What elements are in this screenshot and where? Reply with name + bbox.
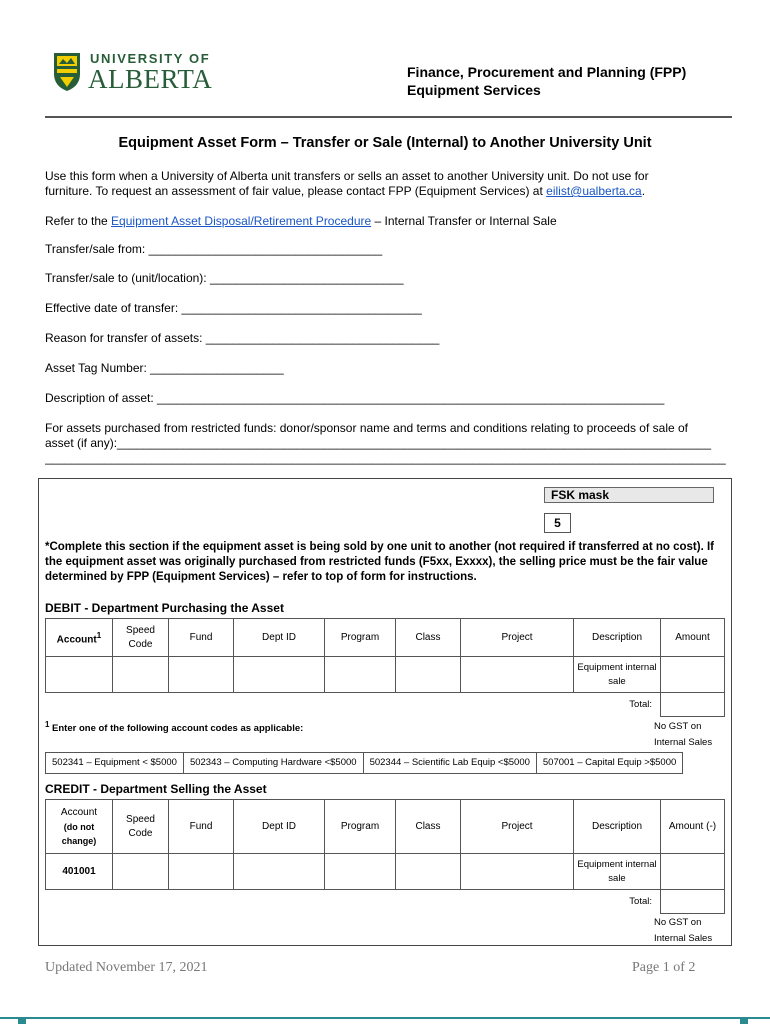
credit-account-note: (do not change) <box>61 821 97 846</box>
account-code-option: 502344 – Scientific Lab Equip <$5000 <box>364 753 537 773</box>
debit-col-program: Program <box>325 619 396 657</box>
transfer-from-field[interactable]: Transfer/sale from: ___________________________________ <box>45 242 383 256</box>
restricted-funds-field[interactable] <box>45 421 730 466</box>
debit-total-cell[interactable] <box>661 693 725 717</box>
credit-col-speed-code: Speed Code <box>113 800 169 854</box>
credit-col-account <box>46 800 113 854</box>
restricted-line-2: asset (if any):_________________________________________________________________________________________ <box>45 436 711 450</box>
credit-project-cell[interactable] <box>461 854 574 890</box>
logo-text-bottom: ALBERTA <box>88 64 213 94</box>
credit-col-description: Description <box>574 800 661 854</box>
credit-col-class: Class <box>396 800 461 854</box>
credit-account-label: Account <box>60 806 98 818</box>
fsk-mask-value[interactable]: 5 <box>544 513 571 533</box>
header-divider <box>45 116 732 118</box>
intro-paragraph <box>45 169 730 199</box>
account-code-option: 502341 – Equipment < $5000 <box>46 753 184 773</box>
debit-total-label: Total: <box>46 693 661 717</box>
page-number: Page 1 of 2 <box>632 960 696 975</box>
debit-col-account <box>46 619 113 657</box>
credit-table <box>45 799 725 914</box>
intro-line-2 <box>45 184 730 199</box>
procedure-link[interactable]: Equipment Asset Disposal/Retirement Procedure <box>111 214 372 228</box>
footnote-mark: 1 <box>45 720 50 729</box>
footnote-ref: 1 <box>96 629 102 640</box>
credit-col-project: Project <box>461 800 574 854</box>
credit-total-cell[interactable] <box>661 890 725 914</box>
fsk-mask-label: FSK mask <box>544 487 714 503</box>
debit-dept-id-cell[interactable] <box>234 657 325 693</box>
university-crest-icon <box>52 50 82 92</box>
debit-account-label: Account <box>56 634 97 646</box>
debit-heading: DEBIT - Department Purchasing the Asset <box>45 601 284 615</box>
debit-fund-cell[interactable] <box>169 657 234 693</box>
procedure-reference <box>45 214 730 229</box>
table-row <box>46 854 725 890</box>
credit-speed-code-cell[interactable] <box>113 854 169 890</box>
debit-col-class: Class <box>396 619 461 657</box>
credit-dept-id-cell[interactable] <box>234 854 325 890</box>
debit-gst-note: No GST on Internal Sales <box>654 721 713 748</box>
updated-date: Updated November 17, 2021 <box>45 960 208 975</box>
credit-col-program: Program <box>325 800 396 854</box>
footer-bar <box>0 1014 770 1024</box>
effective-date-field[interactable]: Effective date of transfer: ____________________________________ <box>45 301 422 315</box>
credit-account-cell: 401001 <box>46 854 113 890</box>
debit-col-dept-id: Dept ID <box>234 619 325 657</box>
debit-col-description: Description <box>574 619 661 657</box>
intro-text: furniture. To request an assessment of fair value, please contact FPP (Equipment Services) at <box>45 184 547 198</box>
asset-description-field[interactable]: Description of asset: ____________________________________________________________________________ <box>45 391 665 405</box>
account-code-option: 507001 – Capital Equip >$5000 <box>542 757 677 768</box>
debit-account-cell[interactable] <box>46 657 113 693</box>
debit-program-cell[interactable] <box>325 657 396 693</box>
credit-program-cell[interactable] <box>325 854 396 890</box>
form-title: Equipment Asset Form – Transfer or Sale (Internal) to Another University Unit <box>118 135 652 151</box>
asset-tag-field[interactable]: Asset Tag Number: ____________________ <box>45 361 284 375</box>
debit-description-cell: Equipment internal sale <box>574 657 661 693</box>
transfer-reason-field[interactable]: Reason for transfer of assets: ___________________________________ <box>45 331 440 345</box>
debit-col-speed-code: Speed Code <box>113 619 169 657</box>
debit-project-cell[interactable] <box>461 657 574 693</box>
account-codes-list <box>45 752 683 774</box>
restricted-line-3: ______________________________________________________________________________________________________ <box>45 451 726 465</box>
refer-prefix: Refer to the <box>45 214 112 228</box>
debit-amount-cell[interactable] <box>661 657 725 693</box>
intro-period: . <box>641 184 646 198</box>
credit-description-cell: Equipment internal sale <box>574 854 661 890</box>
credit-col-fund: Fund <box>169 800 234 854</box>
debit-header-row <box>46 619 725 657</box>
credit-total-label: Total: <box>46 890 661 914</box>
debit-class-cell[interactable] <box>396 657 461 693</box>
account-code-option: 502343 – Computing Hardware <$5000 <box>184 753 364 773</box>
logo-text-top: UNIVERSITY OF <box>90 51 211 66</box>
footnote-text: Enter one of the following account codes as applicable: <box>49 723 304 735</box>
department-heading <box>407 63 686 99</box>
debit-col-project: Project <box>461 619 574 657</box>
debit-col-fund: Fund <box>169 619 234 657</box>
department-name: Finance, Procurement and Planning (FPP) <box>407 64 687 80</box>
sale-instructions: *Complete this section if the equipment asset is being sold by one unit to another (not required if transferred at no cost). If the equipment asset was originally purchased from restricted funds (F5xx, Exxxx), the selling price must be the fair value determined by FPP (Equipment Services) – refer to top of form for instructions. <box>45 541 714 583</box>
restricted-line-1: For assets purchased from restricted funds: donor/sponsor name and terms and conditions relating to proceeds of sale of <box>45 421 689 435</box>
account-codes-footnote <box>45 720 303 734</box>
refer-suffix: – Internal Transfer or Internal Sale <box>371 214 557 228</box>
debit-col-amount: Amount <box>661 619 725 657</box>
debit-speed-code-cell[interactable] <box>113 657 169 693</box>
transfer-to-field[interactable]: Transfer/sale to (unit/location): _____________________________ <box>45 271 404 285</box>
credit-col-dept-id: Dept ID <box>234 800 325 854</box>
credit-col-amount: Amount (-) <box>661 800 725 854</box>
table-row <box>46 657 725 693</box>
credit-amount-cell[interactable] <box>661 854 725 890</box>
credit-total-row <box>46 890 725 914</box>
university-logo <box>52 50 222 96</box>
credit-gst-note: No GST on Internal Sales <box>654 917 713 944</box>
intro-line-1: Use this form when a University of Alberta unit transfers or sells an asset to another University unit. Do not use for <box>45 169 649 183</box>
department-unit: Equipment Services <box>407 82 541 98</box>
credit-fund-cell[interactable] <box>169 854 234 890</box>
credit-heading: CREDIT - Department Selling the Asset <box>45 782 267 796</box>
credit-class-cell[interactable] <box>396 854 461 890</box>
credit-header-row <box>46 800 725 854</box>
email-link[interactable]: eilist@ualberta.ca <box>546 184 642 198</box>
debit-total-row <box>46 693 725 717</box>
debit-table <box>45 618 725 717</box>
